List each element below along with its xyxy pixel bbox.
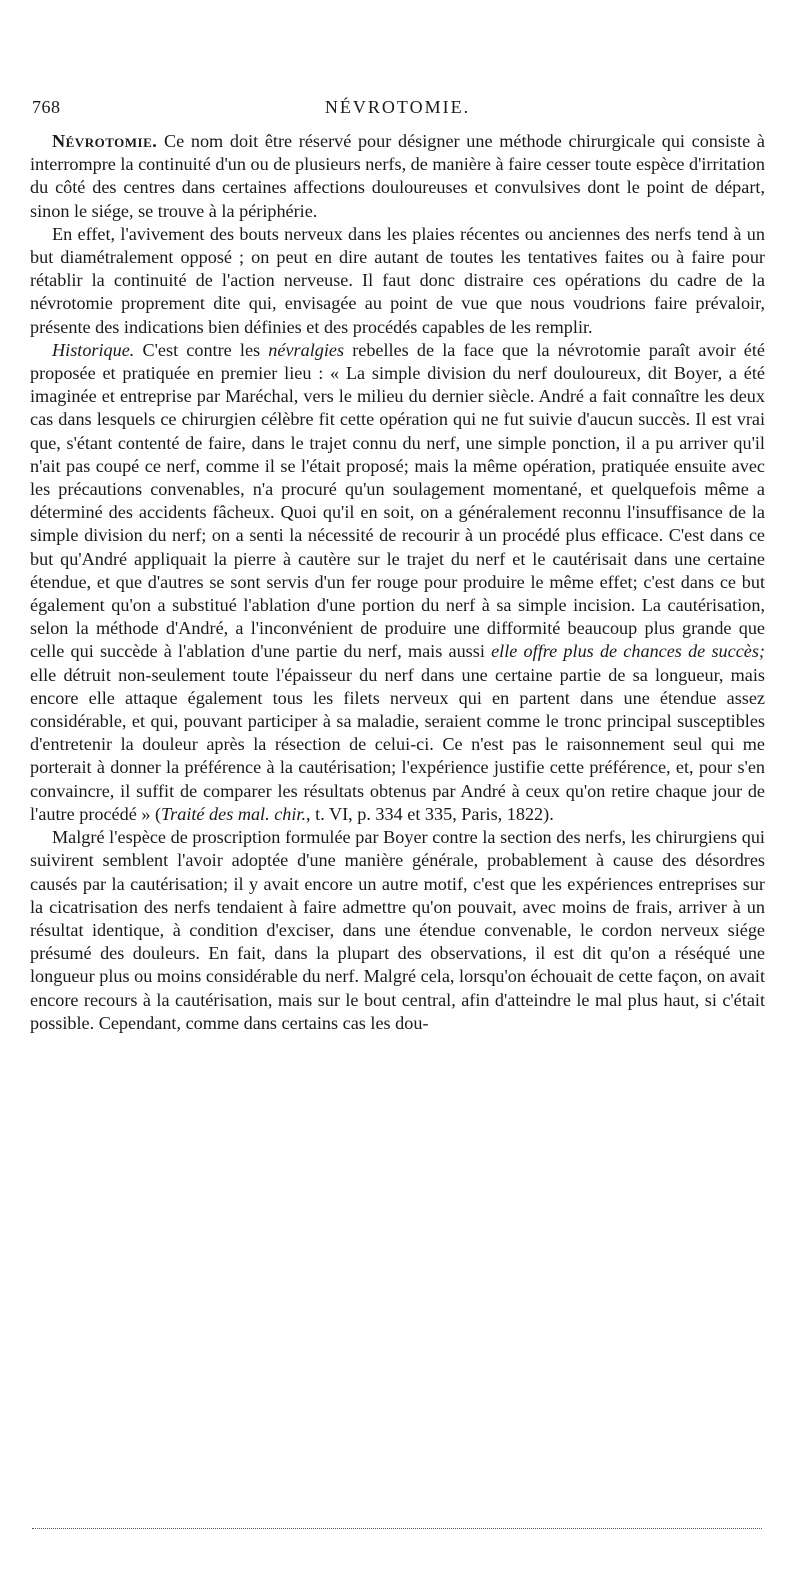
running-head	[30, 94, 765, 120]
document-page	[30, 0, 765, 1569]
paragraph-scope: En effet, l'avivement des bouts nerveux dans les plaies récentes ou anciennes des nerfs tend à un but diamétralement opposé ; on peut en dire autant de toutes les tentatives faites ou à faire pour rétablir la continuité de l'action nerveuse. Il faut donc distraire ces opérations du cadre de la névrotomie proprement dite qui, envisagée au point de vue que nous voudrions faire prévaloir, présente des indications bien définies et des procédés capables de les remplir.	[30, 223, 765, 337]
entry-term: Névrotomie.	[52, 131, 158, 151]
historique-emphasis-succes: elle offre plus de chances de succès;	[491, 641, 765, 662]
paragraph-historique	[30, 339, 765, 826]
historique-text-3: elle détruit non-seulement toute l'épaisseur du nerf dans une certaine partie de sa longueur, mais encore elle attaque également tous les filets nerveux qui en partent dans une étendue assez considérable, et qui, pouvant participer à sa maladie, seraient comme le tronc principal susceptibles d'entretenir la douleur après la résection de celui-ci. Ce n'est pas le raisonnement seul qui me porterait à donner la préférence à la cautérisation; l'expérience justifie cette préférence, et, pour s'en convaincre, il suffit de comparer les résultats obtenus par André à ceux qu'on retire chaque jour de l'autre procédé » (	[30, 664, 765, 824]
article-body	[30, 130, 765, 1035]
section-heading-historique: Historique.	[52, 339, 135, 360]
definition-text: Ce nom doit être réservé pour désigner une méthode chirurgicale qui consiste à interrompre la continuité d'un ou de plusieurs nerfs, de manière à faire cesser toute espèce d'irritation du côté des centres dans certaines affections douloureuses et convulsives dont le point de départ, sinon le siége, se trouve à la périphérie.	[30, 131, 765, 221]
running-head-title: NÉVROTOMIE.	[324, 97, 471, 117]
historique-text-1: C'est contre les	[134, 339, 269, 360]
paragraph-section-des-nerfs: Malgré l'espèce de proscription formulée par Boyer contre la section des nerfs, les chirurgiens qui suivirent semblent l'avoir adoptée d'une manière générale, probablement à cause des désordres causés par la cautérisation; il y avait encore un autre motif, c'est que les expériences entreprises sur la cicatrisation des nerfs tendaient à faire admettre qu'on pouvait, avec moins de frais, arriver à un résultat identique, à condition d'exciser, dans une étendue convenable, le cordon nerveux siége présumé des douleurs. En fait, dans la plupart des observations, il est dit qu'on a réséqué une longueur plus ou moins considérable du nerf. Malgré cela, lorsqu'on échouait de cette façon, on avait encore recours à la cautérisation, mais sur le bout central, afin d'atteindre le mal plus haut, si c'était possible. Cependant, comme dans certains cas les dou-	[30, 827, 765, 1033]
historique-text-2: rebelles de la face que la névrotomie paraît avoir été proposée et pratiquée en premier lieu : « La simple division du nerf douloureux, dit Boyer, a été imaginée et entreprise par Maréchal, vers le milieu du dernier siècle. André a fait connaître les deux cas dans lesquels ce chirurgien célèbre fit cette opération qui ne fut suivie d'aucun succès. Il est vrai que, s'étant contenté de faire, dans le trajet connu du nerf, une simple ponction, il a pu arriver qu'il n'ait pas coupé ce nerf, comme il se l'était proposé; mais la même opération, pratiquée ensuite avec les précautions convenables, n'a procuré qu'un soulagement momentané, et quelquefois même a déterminé des accidents fâcheux. Quoi qu'il en soit, on a généralement reconnu l'insuffisance de la simple division du nerf; on a senti la nécessité de recourir à un procédé plus efficace. C'est dans ce but qu'André appliquait la pierre à cautère sur le trajet du nerf et le cautérisait dans une certaine étendue, et que d'autres se sont servis d'un fer rouge pour produire le même effet; c'est dans ce but également qu'on a substitué l'ablation d'une portion du nerf à sa simple incision. La cautérisation, selon la méthode d'André, a l'inconvénient de produire une difformité beaucoup plus grande que celle qui succède à l'ablation d'une partie du nerf, mais aussi	[30, 339, 765, 662]
page-number: 768	[32, 97, 61, 117]
paragraph-definition	[30, 130, 765, 223]
citation-details: , t. VI, p. 334 et 335, Paris, 1822).	[306, 803, 554, 824]
footer-dotted-rule	[32, 1528, 762, 1529]
citation-title: Traité des mal. chir.	[161, 803, 307, 824]
historique-emphasis-nevralgies: névralgies	[268, 339, 345, 360]
